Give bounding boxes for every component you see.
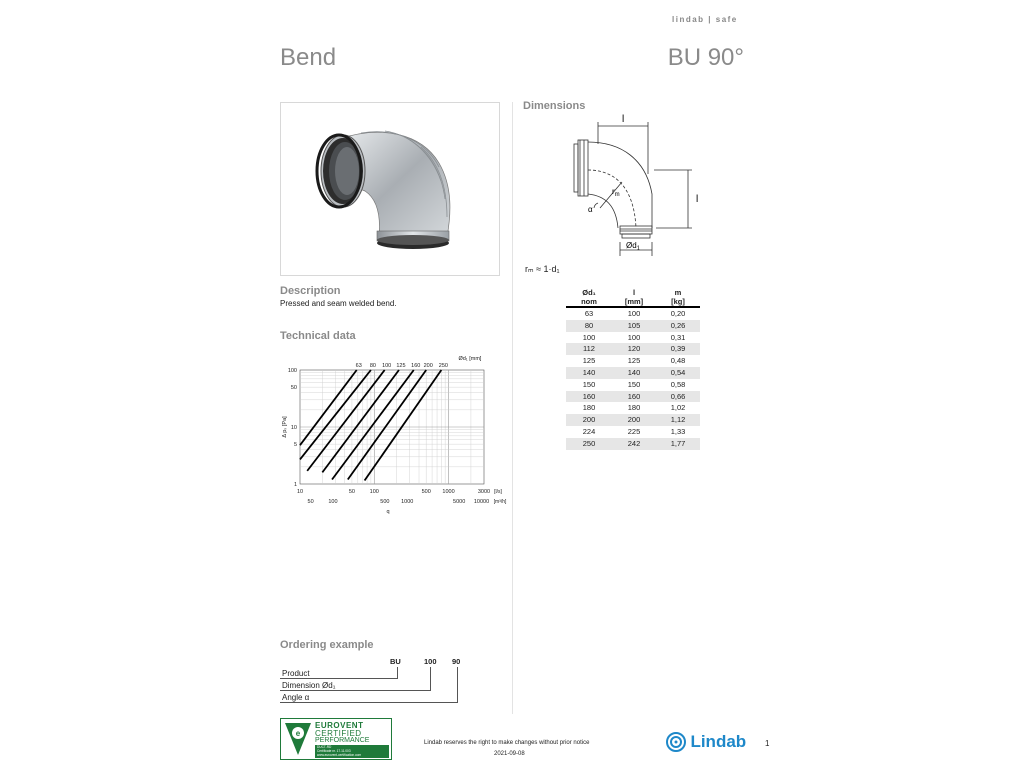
table-cell: 160 [582,391,596,401]
order-label-product: Product [282,669,310,678]
y-tick-label: 100 [287,368,297,374]
table-cell: 200 [627,415,641,425]
y-axis-label: Δ pₛ [Pa] [282,416,288,438]
x-tick-label-m3h: 5000 [453,499,466,505]
eurovent-info-strip: DUCT-RD Certificate nr. 17.11.003 www.eurovent-certification.com [315,745,389,758]
table-cell: 140 [627,367,641,377]
table-cell: 120 [627,344,641,354]
label-d: $Ød_1$ [626,241,641,252]
x-tick-label-m3h: 500 [380,499,390,505]
x-tick-label-ls: 10 [296,489,304,495]
table-cell: 0,58 [670,379,686,389]
table-cell: 0,31 [670,332,686,342]
table-cell: 0,26 [670,320,686,330]
order-code-angle: 90 [452,657,461,666]
series-label-63: 63 [355,363,362,369]
x-unit-bottom: [m³/h] [493,499,507,505]
series-label-200: 200 [423,363,433,369]
x-tick-label-m3h: 1000 [401,499,414,505]
table-row [566,343,700,355]
x-unit-top: [l/s] [494,489,502,495]
page-number: 1 [765,739,770,748]
series-line-63 [300,370,357,445]
description-heading: Description [280,285,341,297]
table-cell: 1,33 [670,426,686,436]
table-row [566,391,700,403]
table-row [566,426,700,438]
dimensions-table [566,288,700,450]
series-label-100: 100 [382,363,392,369]
table-cell: 150 [582,379,596,389]
product-code: BU 90° [667,44,744,71]
table-cell: 100 [582,332,596,342]
order-code-product: BU [390,657,401,666]
ordering-heading: Ordering example [280,639,374,651]
table-cell: 150 [627,379,641,389]
order-line-dimension-v [430,667,431,691]
label-rm: $r_m$ [612,187,620,198]
series-unit-label: Ød₁ [mm] [458,356,482,362]
series-label-125: 125 [396,363,406,369]
label-alpha: α [588,205,593,214]
lindab-logo [666,731,746,753]
label-l-top: l [622,114,625,125]
order-line-product [280,678,398,679]
table-cell: 200 [582,415,596,425]
table-cell: 0,54 [670,367,686,377]
label-l-side: l [696,194,699,205]
order-line-product-v [397,667,398,679]
footer-disclaimer: Lindab reserves the right to make changes without prior notice [424,740,590,746]
series-label-160: 160 [411,363,421,369]
product-photo-frame [280,102,500,276]
table-cell: 1,12 [670,415,686,425]
svg-text:e: e [295,729,301,738]
y-tick-label: 5 [293,442,297,449]
col-header: Ød₁ nom [581,288,597,306]
table-cell: 125 [582,356,596,366]
order-line-angle-v [457,667,458,703]
table-cell: 250 [582,438,596,448]
table-cell: 140 [582,367,596,377]
table-cell: 0,48 [670,356,686,366]
col-header: m [kg] [671,288,685,306]
table-cell: 0,66 [670,391,686,401]
table-cell: 225 [627,426,641,436]
table-row [566,438,700,450]
col-header: l [mm] [624,288,644,306]
lindab-logo-icon [666,731,686,753]
table-cell: 125 [627,356,641,366]
page-title: Bend [280,44,337,71]
x-tick-label-ls: 100 [369,489,379,495]
order-label-angle: Angle α [282,693,310,702]
table-cell: 0,20 [670,309,686,318]
eurovent-line2: CERTIFIED [315,729,362,738]
x-tick-label-m3h: 100 [328,499,338,505]
lindab-logo-text: Lindab [690,732,747,751]
table-cell: 224 [582,426,596,436]
table-cell: 180 [627,403,641,413]
y-tick-label: 1 [293,482,297,488]
series-line-125 [322,370,399,472]
brand-tagline: lindab | safe [672,15,738,24]
dimensions-heading: Dimensions [523,100,586,112]
bend-photo [281,103,499,275]
table-cell: 180 [582,403,596,413]
order-label-dimension: Dimension Ød₁ [282,681,336,690]
table-row [566,320,700,332]
x-tick-label-m3h: 10000 [473,499,490,505]
order-line-dimension [280,690,431,691]
order-line-angle [280,702,458,703]
footer-date: 2021-09-08 [494,751,525,757]
table-cell: 0,39 [670,344,686,354]
technical-heading: Technical data [280,330,356,342]
table-header-row [566,288,700,307]
x-tick-label-ls: 50 [348,489,355,495]
table-cell: 242 [627,438,641,448]
table-row [566,367,700,379]
x-tick-label-m3h: 50 [307,499,314,505]
x-tick-label-ls: 1000 [442,489,455,495]
eurovent-logo-icon [283,721,313,757]
table-cell: 1,77 [670,438,686,448]
x-axis-label: q [386,509,390,515]
rm-formula: rₘ ≈ 1·d₁ [525,264,560,274]
inlet-collar [578,140,588,196]
y-tick-label: 50 [290,385,297,392]
pressure-drop-chart [276,350,510,520]
series-label-250: 250 [438,363,448,369]
table-row [566,307,700,320]
alpha-arc [594,203,598,208]
table-row [566,414,700,426]
dimension-drawing [560,110,720,260]
table-row [566,402,700,414]
eurovent-badge [280,718,392,760]
table-row [566,332,700,344]
x-tick-label-ls: 500 [421,489,431,495]
table-row [566,379,700,391]
eurovent-line3: PERFORMANCE [315,737,370,744]
x-tick-label-ls: 3000 [477,489,491,495]
table-cell: 112 [583,344,595,354]
table-row [566,355,700,367]
inlet-ring [574,144,578,192]
series-line-250 [365,370,442,481]
dimensions-table-wrap [566,288,700,450]
order-code-dimension: 100 [424,657,437,666]
table-cell: 63 [584,309,594,318]
eurovent-line1: EUROVENT [315,721,364,730]
rm-arc [588,170,636,228]
table-cell: 160 [627,391,641,401]
table-cell: 100 [627,309,641,318]
column-divider [512,102,513,714]
table-cell: 1,02 [670,403,686,413]
table-cell: 105 [627,320,641,330]
bend-outer [588,142,652,228]
series-label-80: 80 [369,363,376,369]
description-text: Pressed and seam welded bend. [280,299,397,308]
table-cell: 100 [627,332,641,342]
table-cell: 80 [584,320,594,330]
y-tick-label: 10 [290,425,297,431]
